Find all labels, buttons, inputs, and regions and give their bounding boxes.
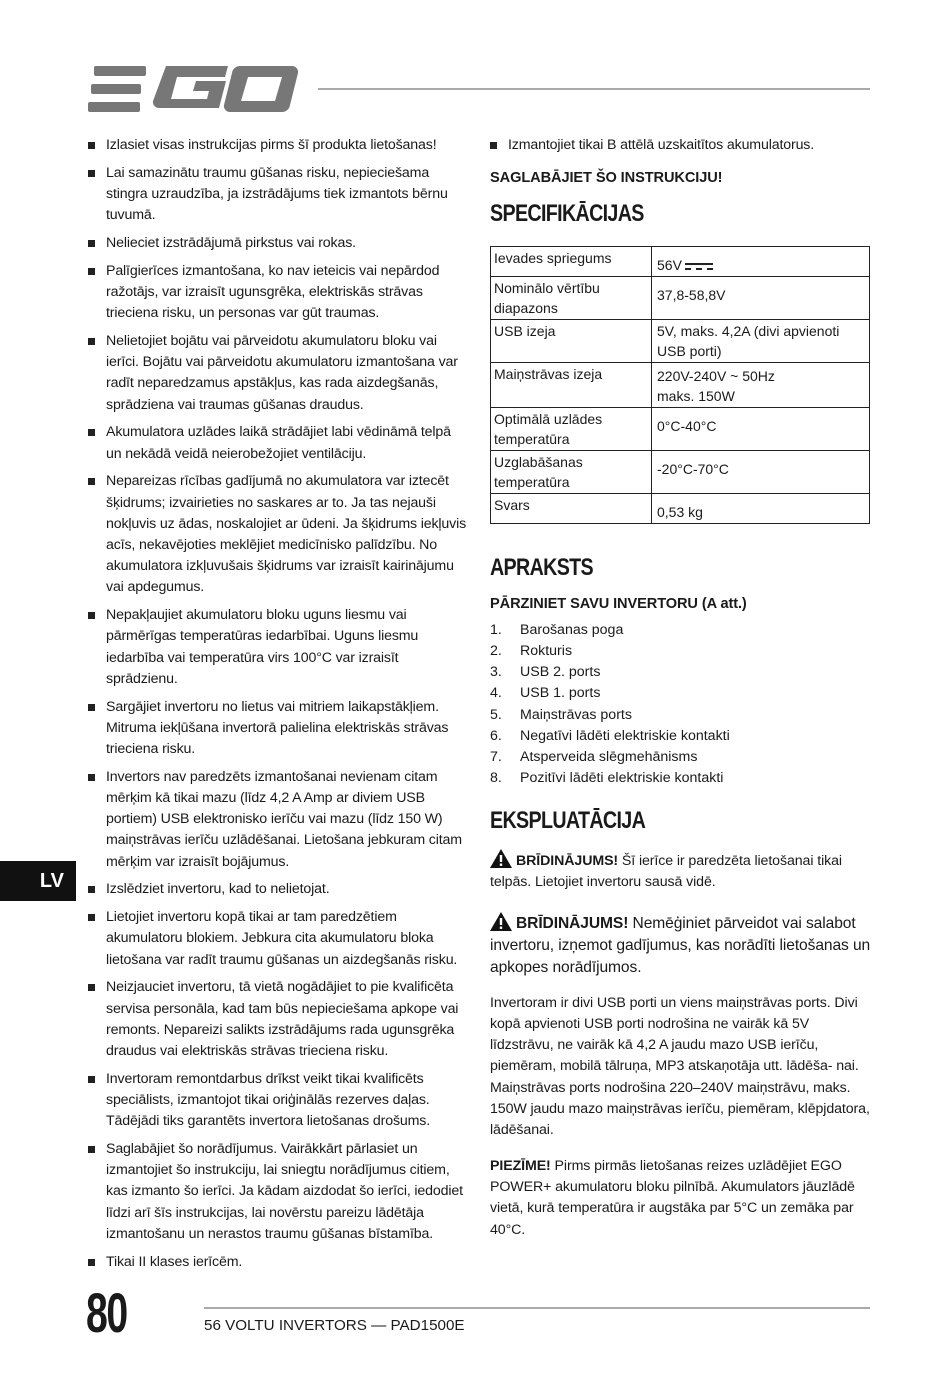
spec-label: Nominālo vērtību diapazons	[491, 277, 652, 320]
bullet-square-icon	[88, 1259, 95, 1266]
list-item: 3. USB 2. ports	[490, 664, 601, 681]
specs-table	[490, 246, 870, 524]
spec-value: 220V-240V ~ 50Hz maks. 150W	[652, 363, 870, 408]
list-item: Saglabājiet šo norādījumus. Vairākkārt pārlasiet un izmantojiet šo instrukciju, lai sniegtu norādījumus citiem, kas izmanto šo ierīci. Ja kādam aizdodat šo ierīci, iedodiet līdzi arī šīs instrukcijas, lai novērstu pareizu lādētāja izmantošanu un nerastos traumu gūšanas bīstamība.	[88, 1139, 468, 1245]
spec-value: -20°C-70°C	[652, 451, 870, 494]
warning-paragraph: BRĪDINĀJUMS! Šī ierīce ir paredzēta lietošanai tikai telpās. Lietojiet invertoru sausā vidē.	[490, 849, 872, 894]
list-item: Lietojiet invertoru kopā tikai ar tam paredzētiem akumulatoru blokiem. Jebkura cita akumulatoru bloka lietošana var radīt traumu gūšanas un aizdegšanās risku.	[88, 907, 468, 971]
bullet-square-icon	[88, 774, 95, 781]
bullet-square-icon	[88, 704, 95, 711]
bullet-square-icon	[88, 142, 95, 149]
list-item: Tikai II klases ierīcēm.	[88, 1252, 468, 1273]
list-item: Lai samazinātu traumu gūšanas risku, nepieciešama stingra uzraudzība, ja izstrādājums tiek izmantots bērnu tuvumā.	[88, 163, 468, 227]
bullet-square-icon	[88, 240, 95, 247]
language-tab: LV	[0, 861, 76, 901]
list-item: Izslēdziet invertoru, kad to nelietojat.	[88, 879, 468, 900]
list-item: 2. Rokturis	[490, 643, 573, 660]
operation-title: EKSPLUATĀCIJA	[490, 806, 646, 834]
description-title: APRAKSTS	[490, 554, 594, 582]
table-row	[491, 320, 870, 363]
footer-title: 56 VOLTU INVERTORS — PAD1500E	[204, 1317, 465, 1334]
battery-bullet-list	[490, 135, 872, 156]
spec-label: Svars	[491, 494, 652, 524]
spec-label: Maiņstrāvas izeja	[491, 363, 652, 408]
list-item: Akumulatora uzlādes laikā strādājiet labi vēdināmā telpā un nekādā veidā neierobežojiet ventilāciju.	[88, 422, 468, 464]
list-item: 7. Atsperveida slēgmehānisms	[490, 748, 698, 765]
list-item: Sargājiet invertoru no lietus vai mitriem laikapstākļiem. Mitruma iekļūšana invertorā palielina elektriskās strāvas trieciena risku.	[88, 697, 468, 761]
list-item: Neizjauciet invertoru, tā vietā nogādājiet to pie kvalificēta servisa personāla, kad tam būs nepieciešama apkope vai remonts. Nepareizi salikts izstrādājums rada ugunsgrēka draudus vai elektriskās strāvas trieciena risku.	[88, 977, 468, 1062]
bullet-square-icon	[88, 478, 95, 485]
list-item: Izlasiet visas instrukcijas pirms šī produkta lietošanas!	[88, 135, 468, 156]
bullet-square-icon	[88, 170, 95, 177]
list-item: Nelieciet izstrādājumā pirkstus vai rokas.	[88, 233, 468, 254]
spec-value: 0,53 kg	[652, 494, 870, 524]
list-item: Palīgierīces izmantošana, ko nav ieteicis vai nepārdod ražotājs, var izraisīt ugunsgrēka, elektriskās strāvas trieciena risku, un personas var gūt traumas.	[88, 261, 468, 325]
table-row	[491, 451, 870, 494]
footer-rule	[204, 1307, 870, 1309]
list-item: Invertoram remontdarbus drīkst veikt tikai kvalificēts speciālists, izmantojot tikai oriģinālās rezerves daļas. Tādējādi tiks garantēts invertora lietošanas drošums.	[88, 1069, 468, 1133]
specs-title: SPECIFIKĀCIJAS	[490, 200, 644, 228]
spec-label: Uzglabāšanas temperatūra	[491, 451, 652, 494]
spec-label: Optimālā uzlādes temperatūra	[491, 408, 652, 451]
bullet-square-icon	[490, 142, 497, 149]
list-item: 1. Barošanas poga	[490, 622, 624, 639]
bullet-square-icon	[88, 612, 95, 619]
description-subtitle: PĀRZINIET SAVU INVERTORU (A att.)	[490, 596, 747, 613]
warning-triangle-icon	[490, 912, 512, 931]
bullet-square-icon	[88, 914, 95, 921]
spec-value: 5V, maks. 4,2A (divi apvienoti USB porti)	[652, 320, 870, 363]
bullet-square-icon	[88, 338, 95, 345]
table-row	[491, 408, 870, 451]
spec-value: 37,8-58,8V	[652, 277, 870, 320]
safety-bullet-list	[88, 135, 468, 1273]
page-number: 80	[86, 1281, 127, 1344]
save-instructions-heading: SAGLABĀJIET ŠO INSTRUKCIJU!	[490, 170, 723, 187]
bullet-square-icon	[88, 886, 95, 893]
note-paragraph: PIEZĪME! Pirms pirmās lietošanas reizes uzlādējiet EGO POWER+ akumulatoru bloku pilnībā. Akumulators jāuzlādē vietā, kurā temperatūra ir augstāka par 5°C un zemāka par 40°C.	[490, 1157, 855, 1238]
list-item: 4. USB 1. ports	[490, 685, 601, 702]
usb-ac-paragraph: Invertoram ir divi USB porti un viens maiņstrāvas ports. Divi kopā apvienoti USB porti nodrošina ne vairāk kā 5V līdzstrāvu, ne vairāk kā 4,2 A jaudu mazo USB ierīču, piemēram, mobilā tālruņa, MP3 atskaņotāja utt. lādēša- nai. Maiņstrāvas ports nodrošina 220–240V maiņstrāvu, maks. 150W jaudu mazo maiņstrāvas ierīču, piemēram, klēpjdatora, lādēšanai.	[490, 994, 870, 1139]
bullet-square-icon	[88, 268, 95, 275]
warning-paragraph: BRĪDINĀJUMS! Nemēģiniet pārveidot vai salabot invertoru, izņemot gadījumus, kas norādīti lietošanas un apkopes norādījumos.	[490, 912, 872, 979]
spec-value: 56V	[652, 247, 870, 277]
spec-label: USB izeja	[491, 320, 652, 363]
warning-triangle-icon	[490, 849, 512, 868]
list-item: 6. Negatīvi lādēti elektriskie kontakti	[490, 727, 730, 744]
ego-logo	[88, 64, 300, 114]
bullet-square-icon	[88, 1146, 95, 1153]
bullet-square-icon	[88, 429, 95, 436]
left-column	[88, 135, 468, 1279]
list-item: Nepakļaujiet akumulatoru bloku uguns liesmu vai pārmērīgas temperatūras iedarbībai. Uguns liesmu iedarbība vai temperatūra virs 100°C var izraisīt sprādzienu.	[88, 605, 468, 690]
table-row	[491, 247, 870, 277]
table-row	[491, 277, 870, 320]
parts-list	[490, 620, 872, 789]
table-row	[491, 363, 870, 408]
bullet-square-icon	[88, 1076, 95, 1083]
header-rule	[318, 88, 870, 90]
list-item: Izmantojiet tikai B attēlā uzskaitītos akumulatorus.	[490, 135, 872, 156]
list-item: Nelietojiet bojātu vai pārveidotu akumulatoru bloku vai ierīci. Bojātu vai pārveidotu akumulatoru izmantošana var radīt neparedzamus apstākļus, kas rada aizdegšanās, sprādziena vai traumas gūšanas draudus.	[88, 331, 468, 416]
dc-current-icon	[685, 262, 713, 272]
right-column	[490, 135, 872, 1241]
bullet-square-icon	[88, 984, 95, 991]
list-item: 5. Maiņstrāvas ports	[490, 706, 632, 723]
list-item: 8. Pozitīvi lādēti elektriskie kontakti	[490, 769, 724, 786]
list-item: Invertors nav paredzēts izmantošanai nevienam citam mērķim kā tikai mazu (līdz 4,2 A Amp ar diviem USB portiem) USB elektronisko ierīču vai mazu (līdz 150 W) maiņstrāvas ierīču uzlādēšanai. Lietošana jebkuram citam mērķim var izraisīt bojājumus.	[88, 767, 468, 873]
spec-label: Ievades spriegums	[491, 247, 652, 277]
table-row	[491, 494, 870, 524]
list-item: Nepareizas rīcības gadījumā no akumulatora var iztecēt šķidrums; izvairieties no saskares ar to. Ja tas nejauši nokļuvis uz ādas, noskalojiet ar ūdeni. Ja šķidrums iekļuvis acīs, nekavējoties meklējiet medicīnisko palīdzību. No akumulatora izkļuvušais šķidrums var izraisīt kairinājumu vai apdegumus.	[88, 471, 468, 598]
spec-value: 0°C-40°C	[652, 408, 870, 451]
